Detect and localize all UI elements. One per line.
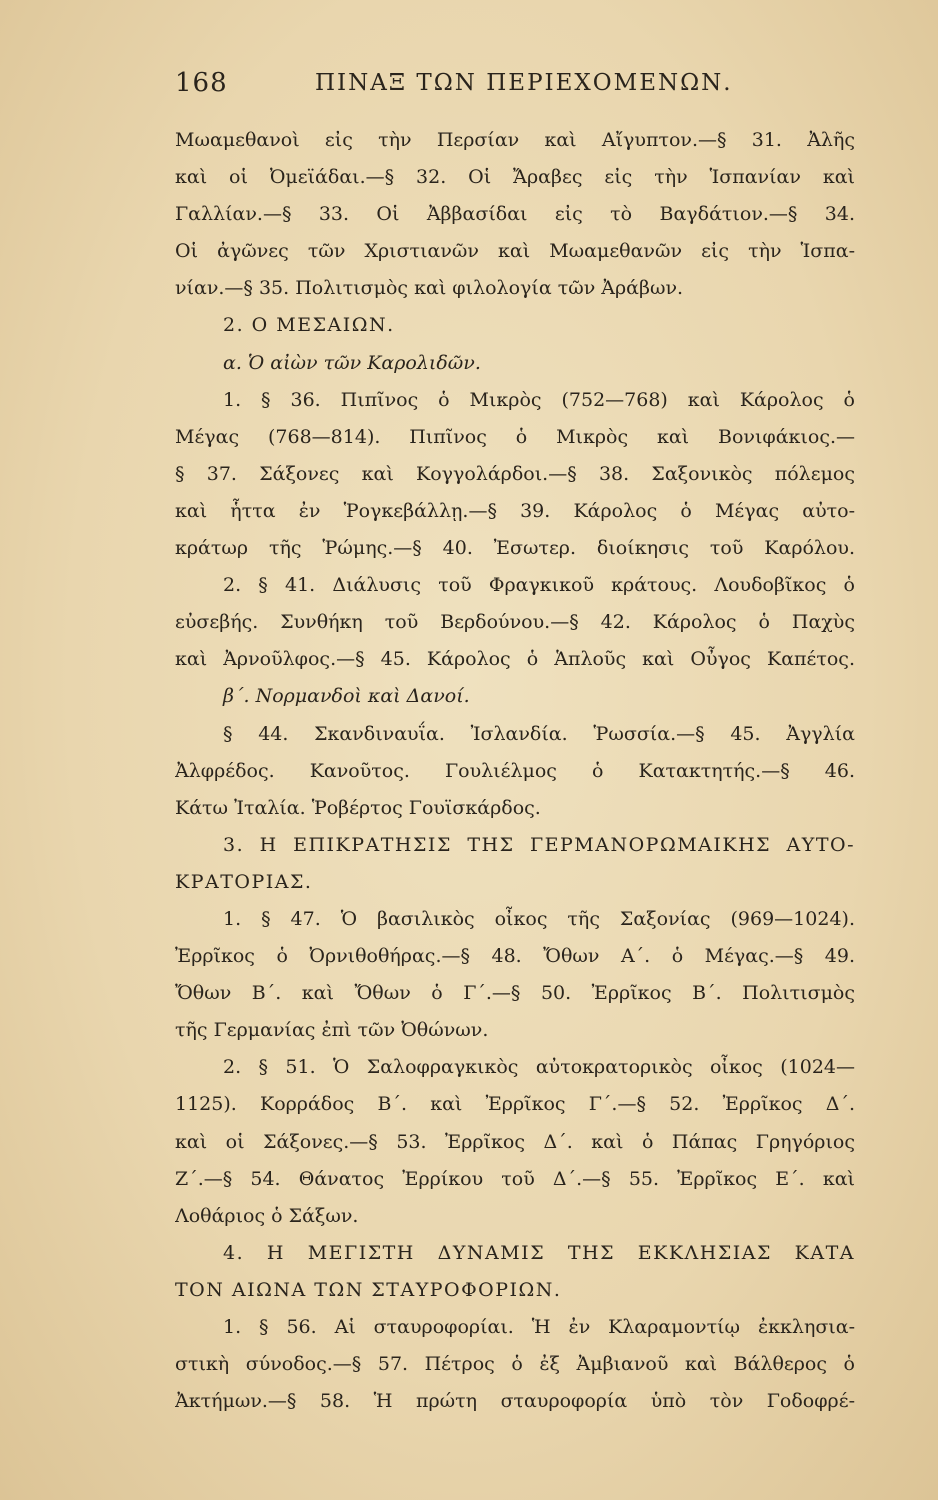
text-line: § 37. Σάξονες καὶ Κογγολάρδοι.—§ 38. Σαξονικὸς πόλεμος [175,462,855,485]
text-line: καὶ οἱ Ὀμεϊάδαι.—§ 32. Οἱ Ἄραβες εἰς τὴν Ἱσπανίαν καὶ [175,166,855,189]
text-line: κράτωρ τῆς Ῥώμης.—§ 40. Ἐσωτερ. διοίκησις τοῦ Καρόλου. [175,537,855,560]
text-line: Ἀλφρέδος. Κανοῦτος. Γουλιέλμος ὁ Κατακτητής.—§ 46. [175,759,855,782]
section-heading: 4. Η ΜΕΓΙΣΤΗ ΔΥΝΑΜΙΣ ΤΗΣ ΕΚΚΛΗΣΙΑΣ ΚΑΤΑ [223,1241,855,1264]
text-line: Κάτω Ἰταλία. Ῥοβέρτος Γουϊσκάρδος. [175,796,541,819]
section-heading: ΤΟΝ ΑΙΩΝΑ ΤΩΝ ΣΤΑΥΡΟΦΟΡΙΩΝ. [175,1278,562,1301]
text-line: § 44. Σκανδιναυΐα. Ἰσλανδία. Ῥωσσία.—§ 45. Ἀγγλία [223,722,855,745]
text-line: στικὴ σύνοδος.—§ 57. Πέτρος ὁ ἐξ Ἀμβιανοῦ καὶ Βάλθερος ὁ [175,1353,855,1376]
running-title: ΠΙΝΑΞ ΤΩΝ ΠΕΡΙΕΧΟΜΕΝΩΝ. [315,70,733,96]
text-line: Μωαμεθανοὶ εἰς τὴν Περσίαν καὶ Αἴγυπτον.—§ 31. Ἀλῆς [175,129,855,151]
section-heading: ΚΡΑΤΟΡΙΑΣ. [175,870,313,893]
text-line: καὶ Ἀρνοῦλφος.—§ 45. Κάρολος ὁ Ἁπλοῦς καὶ Οὖγος Καπέτος. [175,648,855,671]
subsection-heading: α. Ὁ αἰὼν τῶν Καρολιδῶν. [223,351,481,374]
text-line: 1. § 47. Ὁ βασιλικὸς οἶκος τῆς Σαξονίας (969—1024). [223,907,855,930]
text-line: Ἀκτήμων.—§ 58. Ἡ πρώτη σταυροφορία ὑπὸ τὸν Γοδοφρέ- [175,1390,855,1413]
subsection-heading: β΄. Νορμανδοὶ καὶ Δανοί. [223,685,470,708]
text-line: 2. § 51. Ὁ Σαλοφραγκικὸς αὐτοκρατορικὸς οἶκος (1024— [223,1056,855,1079]
text-line: καὶ ἧττα ἐν Ῥογκεβάλλῃ.—§ 39. Κάρολος ὁ Μέγας αὐτο- [175,499,855,522]
text-line: τῆς Γερμανίας ἐπὶ τῶν Ὀθώνων. [175,1019,489,1042]
text-line: Γαλλίαν.—§ 33. Οἱ Ἀββασίδαι εἰς τὸ Βαγδάτιον.—§ 34. [175,203,855,226]
text-line: νίαν.—§ 35. Πολιτισμὸς καὶ φιλολογία τῶν Ἀράβων. [175,277,684,300]
table-of-contents-text [175,122,855,1420]
text-line: Ζ΄.—§ 54. Θάνατος Ἐρρίκου τοῦ Δ΄.—§ 55. Ἐρρῖκος Ε΄. καὶ [175,1167,855,1190]
page-header [175,68,878,108]
text-line: Οἱ ἀγῶνες τῶν Χριστιανῶν καὶ Μωαμεθανῶν εἰς τὴν Ἱσπα- [175,240,855,263]
text-line: 1. § 36. Πιπῖνος ὁ Μικρὸς (752—768) καὶ Κάρολος ὁ [223,388,855,411]
text-line: 2. § 41. Διάλυσις τοῦ Φραγκικοῦ κράτους. Λουδοβῖκος ὁ [223,574,855,597]
text-line: 1. § 56. Αἱ σταυροφορίαι. Ἡ ἐν Κλαραμοντίῳ ἐκκλησια- [223,1316,855,1338]
page-number: 168 [175,68,228,98]
text-line: εὐσεβής. Συνθήκη τοῦ Βερδούνου.—§ 42. Κάρολος ὁ Παχὺς [175,611,855,634]
text-line: καὶ οἱ Σάξονες.—§ 53. Ἐρρῖκος Δ΄. καὶ ὁ Πάπας Γρηγόριος [175,1130,855,1153]
section-heading: 2. Ο ΜΕΣΑΙΩΝ. [223,314,395,337]
text-line: 1125). Κορράδος Β΄. καὶ Ἐρρῖκος Γ΄.—§ 52. Ἐρρῖκος Δ΄. [175,1093,855,1116]
text-line: Ὄθων Β΄. καὶ Ὄθων ὁ Γ΄.—§ 50. Ἐρρῖκος Β΄. Πολιτισμὸς [175,982,855,1005]
text-line: Μέγας (768—814). Πιπῖνος ὁ Μικρὸς καὶ Βονιφάκιος.— [175,425,855,448]
text-line: Λοθάριος ὁ Σάξων. [175,1204,359,1227]
section-heading: 3. Η ΕΠΙΚΡΑΤΗΣΙΣ ΤΗΣ ΓΕΡΜΑΝΟΡΩΜΑΙΚΗΣ ΑΥΤΟ- [223,833,855,856]
text-line: Ἐρρῖκος ὁ Ὀρνιθοθήρας.—§ 48. Ὄθων Α΄. ὁ Μέγας.—§ 49. [175,945,855,968]
